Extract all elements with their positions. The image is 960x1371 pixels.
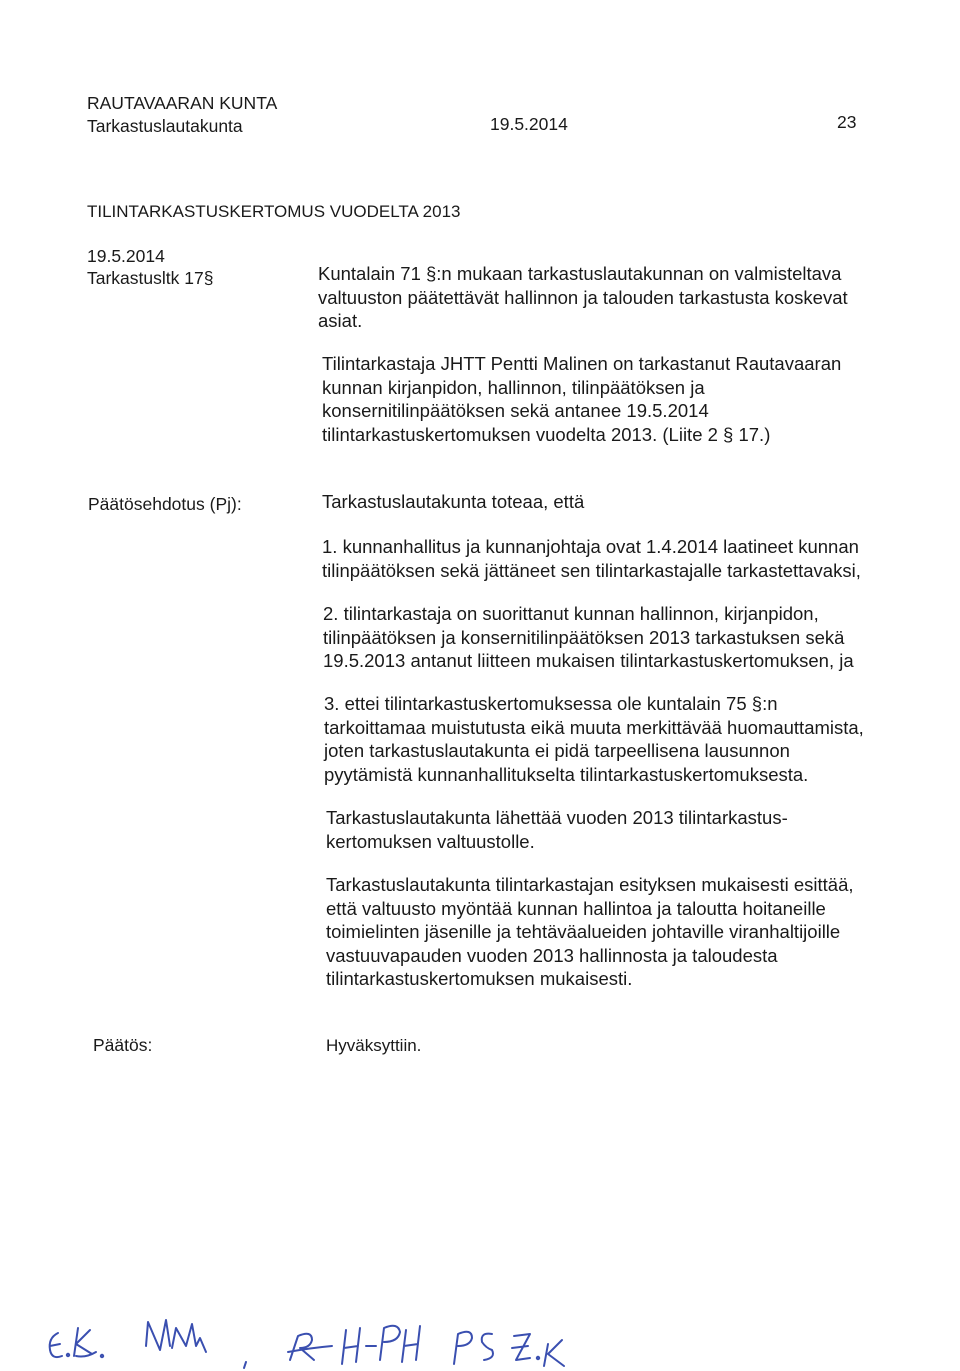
intro-paragraph-1 bbox=[318, 262, 848, 333]
text-line: konsernitilinpäätöksen sekä antanee 19.5.2014 bbox=[322, 400, 709, 421]
text-line: 2. tilintarkastaja on suorittanut kunnan hallinnon, kirjanpidon, bbox=[323, 603, 819, 624]
decision-label: Päätös: bbox=[93, 1035, 153, 1055]
case-date: 19.5.2014 bbox=[87, 246, 165, 266]
proposal-item-1 bbox=[322, 535, 861, 582]
body-name: Tarkastuslautakunta bbox=[87, 116, 243, 136]
proposal-item-3 bbox=[324, 692, 864, 786]
initials-kk bbox=[512, 1334, 564, 1366]
text-line: että valtuusto myöntää kunnan hallintoa ja taloutta hoitaneille bbox=[326, 897, 826, 919]
intro-paragraph-2 bbox=[322, 352, 841, 446]
proposal-item-2 bbox=[323, 602, 854, 673]
text-line: tarkoittamaa muistutusta eikä muuta merkittävää huomauttamista, bbox=[324, 716, 864, 738]
text-line: asiat. bbox=[318, 310, 363, 331]
text-line: tilinpäätöksen sekä jättäneet sen tilintarkastajalle tarkastettavaksi, bbox=[322, 559, 861, 581]
text-line: valtuuston päätettävät hallinnon ja talouden tarkastusta koskevat bbox=[318, 286, 848, 308]
text-line: Kuntalain 71 §:n mukaan tarkastuslautakunnan on valmisteltava bbox=[318, 263, 842, 284]
case-ref: Tarkastusltk 17§ bbox=[87, 268, 214, 288]
initials-r bbox=[288, 1334, 332, 1360]
propose-paragraph bbox=[326, 873, 854, 991]
document-title: TILINTARKASTUSKERTOMUS VUODELTA 2013 bbox=[87, 202, 461, 221]
text-line: tilintarkastuskertomuksen vuodelta 2013. (Liite 2 § 17.) bbox=[322, 423, 771, 445]
text-line: kunnan kirjanpidon, hallinnon, tilinpäätöksen ja bbox=[322, 376, 705, 398]
text-line: 1. kunnanhallitus ja kunnanjohtaja ovat 1.4.2014 laatineet kunnan bbox=[322, 536, 859, 557]
text-line: 3. ettei tilintarkastuskertomuksessa ole kuntalain 75 §:n bbox=[324, 693, 778, 714]
initials-ps bbox=[454, 1332, 493, 1364]
initials-hph bbox=[342, 1326, 420, 1364]
header-date: 19.5.2014 bbox=[490, 114, 568, 134]
proposal-label: Päätösehdotus (Pj): bbox=[88, 494, 242, 514]
text-line: Tilintarkastaja JHTT Pentti Malinen on tarkastanut Rautavaaran bbox=[322, 353, 842, 374]
text-line: Tarkastuslautakunta tilintarkastajan esityksen mukaisesti esittää, bbox=[326, 874, 854, 895]
org-name: RAUTAVAARAN KUNTA bbox=[87, 93, 278, 113]
proposal-lead bbox=[322, 490, 584, 514]
text-line: tilintarkastuskertomuksen mukaisesti. bbox=[326, 968, 633, 989]
decision-text: Hyväksyttiin. bbox=[326, 1036, 422, 1055]
text-line: joten tarkastuslautakunta ei pidä tarpeellisena lausunnon bbox=[324, 740, 790, 761]
text-line: Tarkastuslautakunta toteaa, että bbox=[322, 491, 585, 512]
text-line: kertomuksen valtuustolle. bbox=[326, 830, 535, 852]
initials-mm bbox=[146, 1320, 206, 1352]
send-paragraph bbox=[326, 806, 788, 853]
text-line: Tarkastuslautakunta lähettää vuoden 2013 tilintarkastus- bbox=[326, 807, 788, 828]
text-line: toimielinten jäsenille ja tehtäväalueiden johtaville viranhaltijoille bbox=[326, 921, 841, 942]
text-line: pyytämistä kunnanhallitukselta tilintarkastuskertomuksesta. bbox=[324, 763, 809, 785]
text-line: vastuuvapauden vuoden 2013 hallinnosta ja taloudesta bbox=[326, 944, 778, 966]
text-line: 19.5.2013 antanut liitteen mukaisen tilintarkastuskertomuksen, ja bbox=[323, 650, 854, 671]
text-line: tilinpäätöksen ja konsernitilinpäätöksen 2013 tarkastuksen sekä bbox=[323, 626, 845, 648]
initials-ek bbox=[50, 1328, 104, 1357]
page-number: 23 bbox=[837, 112, 857, 132]
